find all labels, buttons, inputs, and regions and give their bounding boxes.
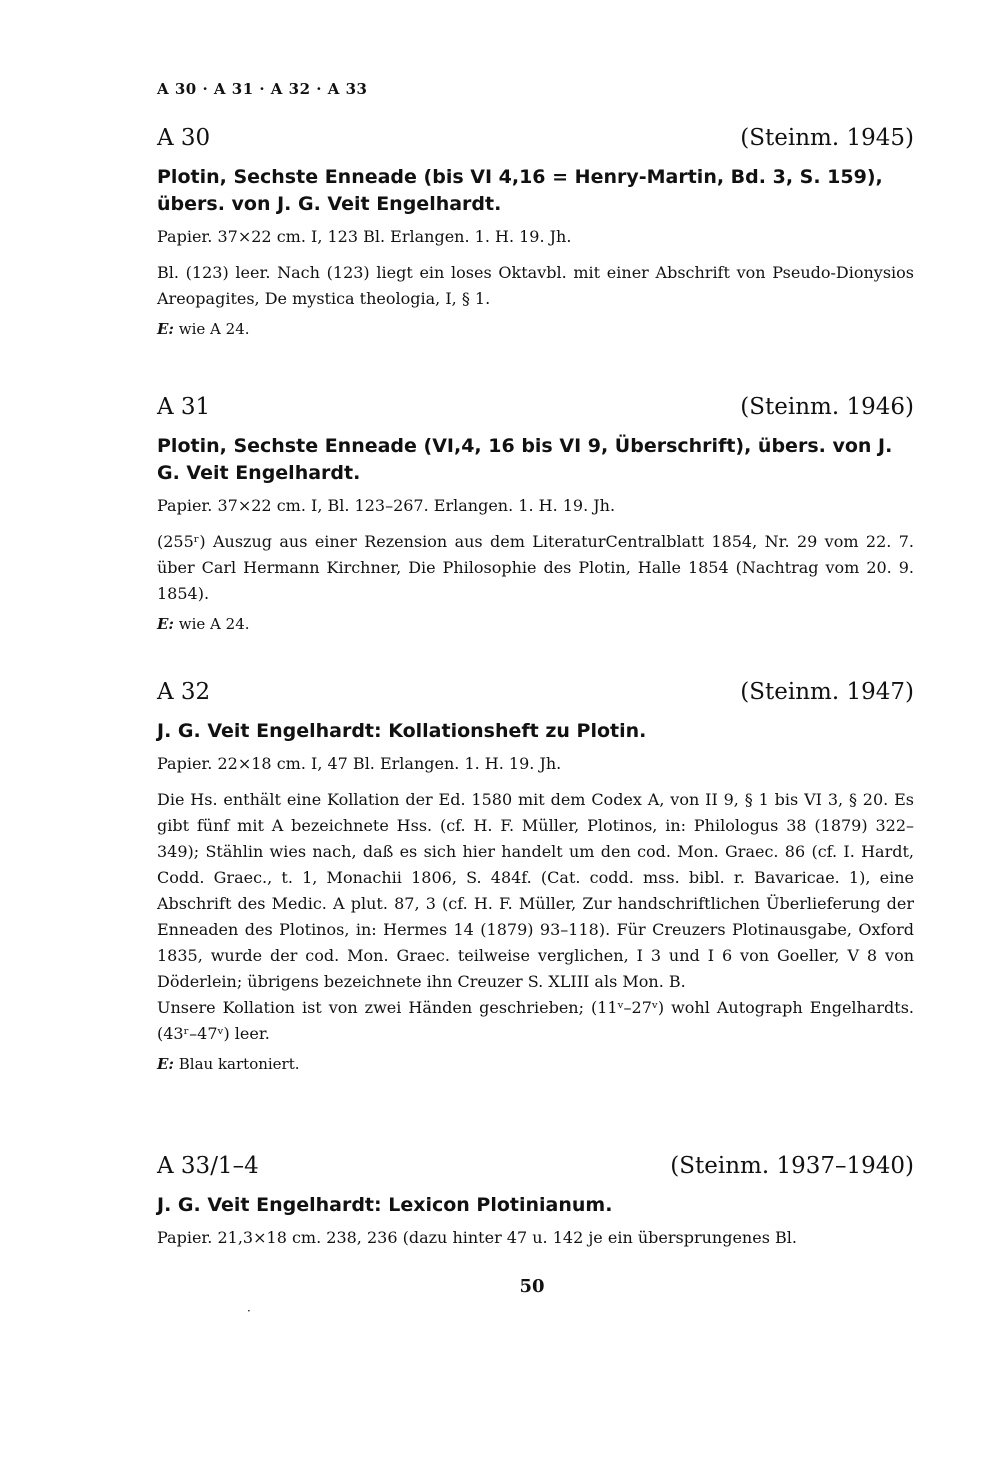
entry-description: (255ʳ) Auszug aus einer Rezension aus dem LiteraturCentralblatt 1854, Nr. 29 vom 22. 7. über Carl Hermann Kirchner, Die Philosophie des Plotin, Halle 1854 (Nachtrag vom 20. 9. 1854). bbox=[157, 532, 914, 603]
physical-description: Papier. 21,3×18 cm. 238, 236 (dazu hinter 47 u. 142 je ein übersprungenes Bl. bbox=[157, 1228, 797, 1247]
entry-title: J. G. Veit Engelhardt: Lexicon Plotinianum. bbox=[157, 1194, 613, 1216]
entry-a30 bbox=[157, 124, 914, 340]
binding-label: E: bbox=[157, 1055, 174, 1073]
entry-header bbox=[157, 124, 914, 152]
entry-description-continued: Unsere Kollation ist von zwei Händen geschrieben; (11ᵛ–27ᵛ) wohl Autograph Engelhardts. (43ʳ–47ᵛ) leer. bbox=[157, 998, 914, 1043]
binding-value: wie A 24. bbox=[178, 615, 250, 633]
entry-title: J. G. Veit Engelhardt: Kollationsheft zu Plotin. bbox=[157, 720, 647, 742]
entry-a33 bbox=[157, 1152, 914, 1261]
entry-a32 bbox=[157, 678, 914, 1075]
entry-description: Bl. (123) leer. Nach (123) liegt ein loses Oktavbl. mit einer Abschrift von Pseudo-Dionysios Areopagites, De mystica theologia, I, § 1. bbox=[157, 263, 914, 308]
binding-value: Blau kartoniert. bbox=[178, 1055, 300, 1073]
entry-id: A 32 bbox=[157, 679, 211, 705]
entry-id: A 33/1–4 bbox=[157, 1153, 259, 1179]
physical-description: Papier. 37×22 cm. I, Bl. 123–267. Erlangen. 1. H. 19. Jh. bbox=[157, 496, 616, 515]
binding-label: E: bbox=[157, 615, 174, 633]
entry-header bbox=[157, 1152, 914, 1180]
entry-ref: (Steinm. 1947) bbox=[740, 679, 914, 705]
entry-description: Die Hs. enthält eine Kollation der Ed. 1580 mit dem Codex A, von II 9, § 1 bis VI 3, § 20. Es gibt fünf mit A bezeichnete Hss. (cf. H. F. Müller, Plotinos, in: Philologus 38 (1879) 322–349); Stählin wies nach, daß es sich hier handelt um den cod. Mon. Graec. 86 (cf. I. Hardt, Codd. Graec., t. 1, Monachii 1806, S. 484f. (Cat. codd. mss. bibl. r. Bavaricae. 1), eine Abschrift des Medic. A plut. 87, 3 (cf. H. F. Müller, Zur handschriftlichen Überlieferung der Enneaden des Plotinos, in: Hermes 14 (1879) 93–118). Für Creuzers Plotinausgabe, Oxford 1835, wurde der cod. Mon. Graec. teilweise verglichen, I 3 und I 6 von Goeller, V 8 von Döderlein; übrigens bezeichnete ihn Creuzer S. XLIII als Mon. B. bbox=[157, 790, 914, 991]
entry-title: Plotin, Sechste Enneade (bis VI 4,16 = Henry-Martin, Bd. 3, S. 159), übers. von J. G. Veit Engelhardt. bbox=[157, 166, 883, 215]
entry-id: A 31 bbox=[157, 394, 211, 420]
physical-description: Papier. 22×18 cm. I, 47 Bl. Erlangen. 1. H. 19. Jh. bbox=[157, 754, 562, 773]
entry-ref: (Steinm. 1946) bbox=[740, 394, 914, 420]
binding-line bbox=[157, 318, 914, 340]
entry-header bbox=[157, 678, 914, 706]
binding-value: wie A 24. bbox=[178, 320, 250, 338]
entry-ref: (Steinm. 1937–1940) bbox=[670, 1153, 914, 1179]
page-number: 50 bbox=[519, 1276, 545, 1297]
stray-mark: · bbox=[247, 1304, 251, 1318]
entry-id: A 30 bbox=[157, 125, 211, 151]
binding-line bbox=[157, 613, 914, 635]
entry-ref: (Steinm. 1945) bbox=[740, 125, 914, 151]
binding-line bbox=[157, 1053, 914, 1075]
entry-header bbox=[157, 393, 914, 421]
running-head: A 30 · A 31 · A 32 · A 33 bbox=[157, 80, 368, 98]
entry-a31 bbox=[157, 393, 914, 635]
entry-title: Plotin, Sechste Enneade (VI,4, 16 bis VI 9, Überschrift), übers. von J. G. Veit Engelhardt. bbox=[157, 435, 893, 484]
physical-description: Papier. 37×22 cm. I, 123 Bl. Erlangen. 1. H. 19. Jh. bbox=[157, 227, 572, 246]
binding-label: E: bbox=[157, 320, 174, 338]
